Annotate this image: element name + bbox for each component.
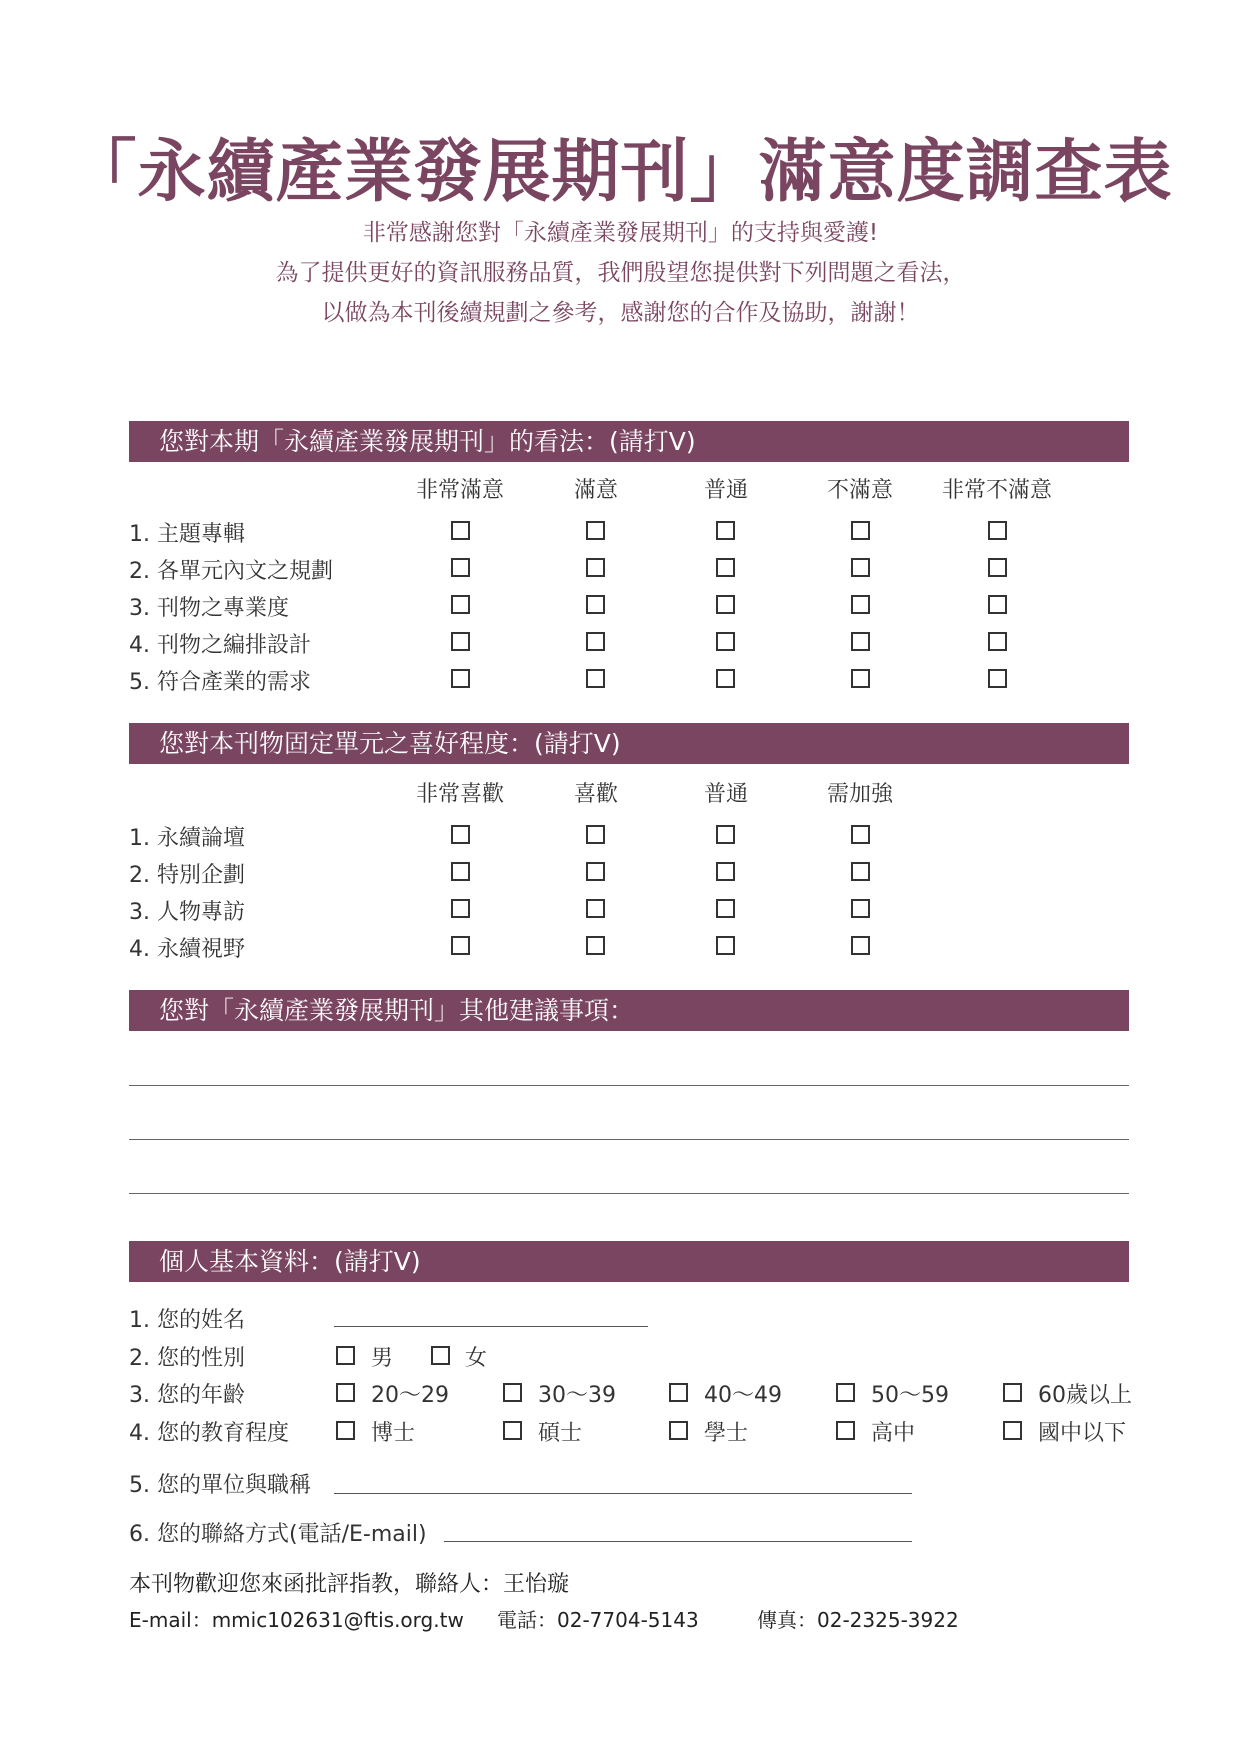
rating-checkbox[interactable] [988,521,1007,540]
age-label: 3. 您的年齡 [129,1383,245,1408]
footer-email: E-mail：mmic102631@ftis.org.tw [129,1608,464,1632]
rating-checkbox[interactable] [451,595,470,614]
preference-checkbox[interactable] [851,936,870,955]
rating-checkbox[interactable] [586,558,605,577]
rating-checkbox[interactable] [716,521,735,540]
rating-checkbox[interactable] [851,521,870,540]
education-checkbox[interactable] [336,1421,355,1440]
q1-row-label: 4. 刊物之編排設計 [129,633,311,658]
rating-checkbox[interactable] [988,595,1007,614]
intro-line-2: 為了提供更好的資訊服務品質，我們殷望您提供對下列問題之看法， [275,260,966,286]
preference-checkbox[interactable] [586,862,605,881]
intro-line-3: 以做為本刊後續規劃之參考，感謝您的合作及協助，謝謝！ [321,300,920,326]
col-satisfied: 滿意 [573,478,618,503]
col-dissatisfied: 不滿意 [826,478,893,503]
age-checkbox[interactable] [336,1383,355,1402]
rating-checkbox[interactable] [851,632,870,651]
section-header-issue-opinion: 您對本期「永續產業發展期刊」的看法：(請打V) [129,421,1129,462]
q1-row-label: 1. 主題專輯 [129,522,245,547]
preference-checkbox[interactable] [451,825,470,844]
education-option: 國中以下 [1038,1421,1127,1446]
q2-row-label: 3. 人物專訪 [129,900,245,925]
age-option: 30～39 [538,1383,616,1408]
preference-checkbox[interactable] [451,899,470,918]
section-header-unit-preference: 您對本刊物固定單元之喜好程度：(請打V) [129,723,1129,764]
col-like-very-much: 非常喜歡 [415,782,504,807]
q2-row-label: 4. 永續視野 [129,937,245,962]
rating-checkbox[interactable] [451,669,470,688]
education-option: 高中 [871,1421,916,1446]
age-option: 20～29 [371,1383,449,1408]
col-average: 普通 [703,782,748,807]
contact-label: 6. 您的聯絡方式(電話/E-mail) [129,1522,427,1547]
q2-row-label: 2. 特別企劃 [129,863,245,888]
preference-checkbox[interactable] [451,936,470,955]
preference-checkbox[interactable] [716,936,735,955]
gender-female-checkbox[interactable] [431,1346,450,1365]
rating-checkbox[interactable] [716,558,735,577]
rating-checkbox[interactable] [586,595,605,614]
rating-checkbox[interactable] [851,558,870,577]
preference-checkbox[interactable] [586,899,605,918]
rating-checkbox[interactable] [716,595,735,614]
rating-checkbox[interactable] [851,595,870,614]
rating-checkbox[interactable] [586,521,605,540]
footer-phone: 電話：02-7704-5143 [497,1608,699,1632]
age-checkbox[interactable] [836,1383,855,1402]
education-checkbox[interactable] [836,1421,855,1440]
rating-checkbox[interactable] [716,669,735,688]
gender-male-checkbox[interactable] [336,1346,355,1365]
col-very-satisfied: 非常滿意 [415,478,504,503]
q2-row-label: 1. 永續論壇 [129,826,245,851]
preference-checkbox[interactable] [586,825,605,844]
preference-checkbox[interactable] [716,825,735,844]
name-label: 1. 您的姓名 [129,1308,245,1333]
rating-checkbox[interactable] [451,521,470,540]
footer-note: 本刊物歡迎您來函批評指教，聯絡人：王怡璇 [129,1572,570,1597]
preference-checkbox[interactable] [451,862,470,881]
col-like: 喜歡 [573,782,618,807]
preference-checkbox[interactable] [851,862,870,881]
age-checkbox[interactable] [503,1383,522,1402]
suggestion-line[interactable] [129,1139,1129,1140]
section-header-suggestions: 您對「永續產業發展期刊」其他建議事項： [129,990,1129,1031]
age-option: 40～49 [704,1383,782,1408]
q1-row-label: 5. 符合產業的需求 [129,670,311,695]
age-checkbox[interactable] [1003,1383,1022,1402]
rating-checkbox[interactable] [851,669,870,688]
q1-row-label: 3. 刊物之專業度 [129,596,289,621]
rating-checkbox[interactable] [586,632,605,651]
org-title-field[interactable] [334,1493,912,1494]
education-label: 4. 您的教育程度 [129,1421,289,1446]
suggestion-line[interactable] [129,1193,1129,1194]
rating-checkbox[interactable] [451,632,470,651]
section-header-personal-info: 個人基本資料：(請打V) [129,1241,1129,1282]
rating-checkbox[interactable] [988,632,1007,651]
age-option: 60歲以上 [1038,1383,1132,1408]
preference-checkbox[interactable] [716,899,735,918]
gender-female-label: 女 [465,1346,488,1371]
org-title-label: 5. 您的單位與職稱 [129,1473,311,1498]
col-neutral: 普通 [703,478,748,503]
name-field[interactable] [334,1326,648,1327]
education-option: 碩士 [538,1421,583,1446]
rating-checkbox[interactable] [716,632,735,651]
education-option: 學士 [704,1421,749,1446]
col-very-dissatisfied: 非常不滿意 [941,478,1052,503]
suggestion-line[interactable] [129,1085,1129,1086]
preference-checkbox[interactable] [586,936,605,955]
preference-checkbox[interactable] [716,862,735,881]
footer-fax: 傳真：02-2325-3922 [757,1608,959,1632]
education-checkbox[interactable] [503,1421,522,1440]
age-checkbox[interactable] [669,1383,688,1402]
page-title: 「永續產業發展期刊」滿意度調查表 [68,133,1173,212]
rating-checkbox[interactable] [988,558,1007,577]
education-checkbox[interactable] [669,1421,688,1440]
education-checkbox[interactable] [1003,1421,1022,1440]
preference-checkbox[interactable] [851,899,870,918]
rating-checkbox[interactable] [451,558,470,577]
age-option: 50～59 [871,1383,949,1408]
education-option: 博士 [371,1421,416,1446]
gender-label: 2. 您的性別 [129,1346,245,1371]
col-needs-improvement: 需加強 [826,782,893,807]
rating-checkbox[interactable] [988,669,1007,688]
contact-field[interactable] [444,1541,912,1542]
intro-line-1: 非常感謝您對「永續產業發展期刊」的支持與愛護! [362,220,879,246]
rating-checkbox[interactable] [586,669,605,688]
gender-male-label: 男 [371,1346,394,1371]
q1-row-label: 2. 各單元內文之規劃 [129,559,333,584]
preference-checkbox[interactable] [851,825,870,844]
